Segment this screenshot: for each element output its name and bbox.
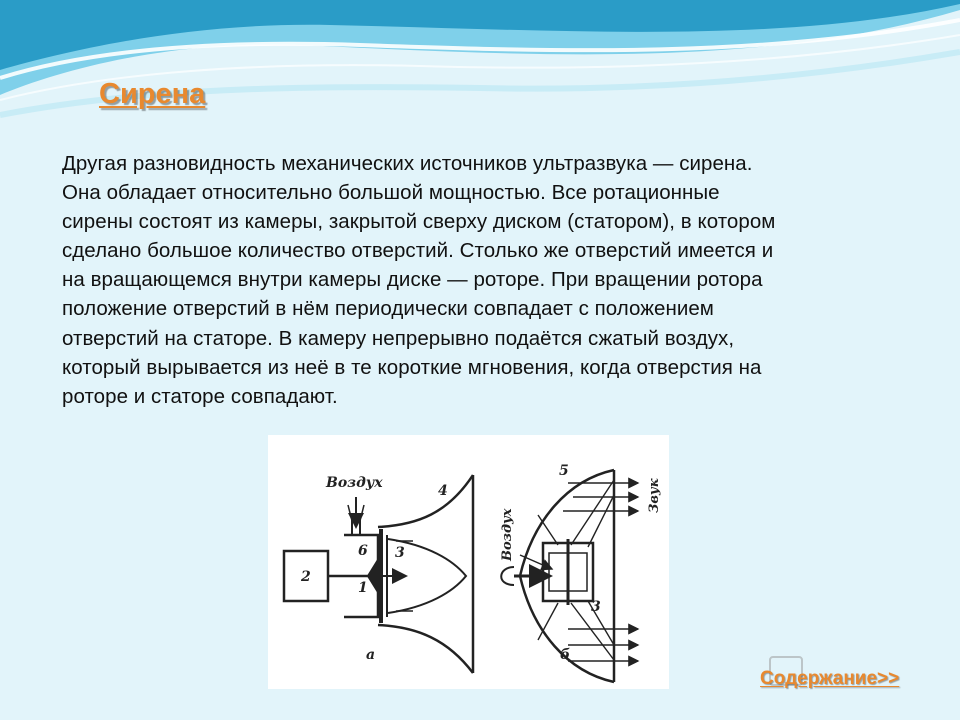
label-6: 6 <box>358 543 368 559</box>
label-3b: 3 <box>591 599 601 615</box>
paragraph-line: положение отверстий в нём периодически совпадает с положением <box>62 297 714 321</box>
label-3: 3 <box>395 545 405 561</box>
paragraph-line: сирены состоят из камеры, закрытой сверху диском (статором), в котором <box>62 210 776 234</box>
label-sound: Звук <box>647 478 662 513</box>
siren-diagram-figure <box>268 435 669 689</box>
siren-a-diagram <box>284 475 473 673</box>
caption-a: а <box>366 647 376 663</box>
paragraph-line: сделано большое количество отверстий. Столько же отверстий имеется и <box>62 239 774 263</box>
table-of-contents-link[interactable]: Содержание>> <box>760 668 900 689</box>
label-air-b: Воздух <box>500 508 515 561</box>
label-air-a: Воздух <box>326 475 383 491</box>
paragraph-line: на вращающемся внутри камеры диске — роторе. При вращении ротора <box>62 268 763 292</box>
paragraph-line: Другая разновидность механических источников ультразвука — сирена. <box>62 152 753 175</box>
header-waves-decoration <box>0 0 960 140</box>
slide-title-link[interactable]: Сирена <box>99 78 206 110</box>
paragraph-line: роторе и статоре совпадают. <box>62 384 338 408</box>
paragraph-line: который вырывается из неё в те короткие мгновения, когда отверстия на <box>62 355 762 379</box>
paragraph-line: отверстий на статоре. В камеру непрерывно подаётся сжатый воздух, <box>62 326 735 350</box>
siren-diagram <box>268 435 669 689</box>
paragraph-line: Она обладает относительно большой мощностью. Все ротационные <box>62 181 720 205</box>
label-2: 2 <box>301 569 311 585</box>
label-5: 5 <box>559 463 569 479</box>
body-paragraph <box>62 149 907 411</box>
label-4: 4 <box>438 483 448 499</box>
caption-b: б <box>560 647 571 663</box>
label-1: 1 <box>358 580 368 596</box>
